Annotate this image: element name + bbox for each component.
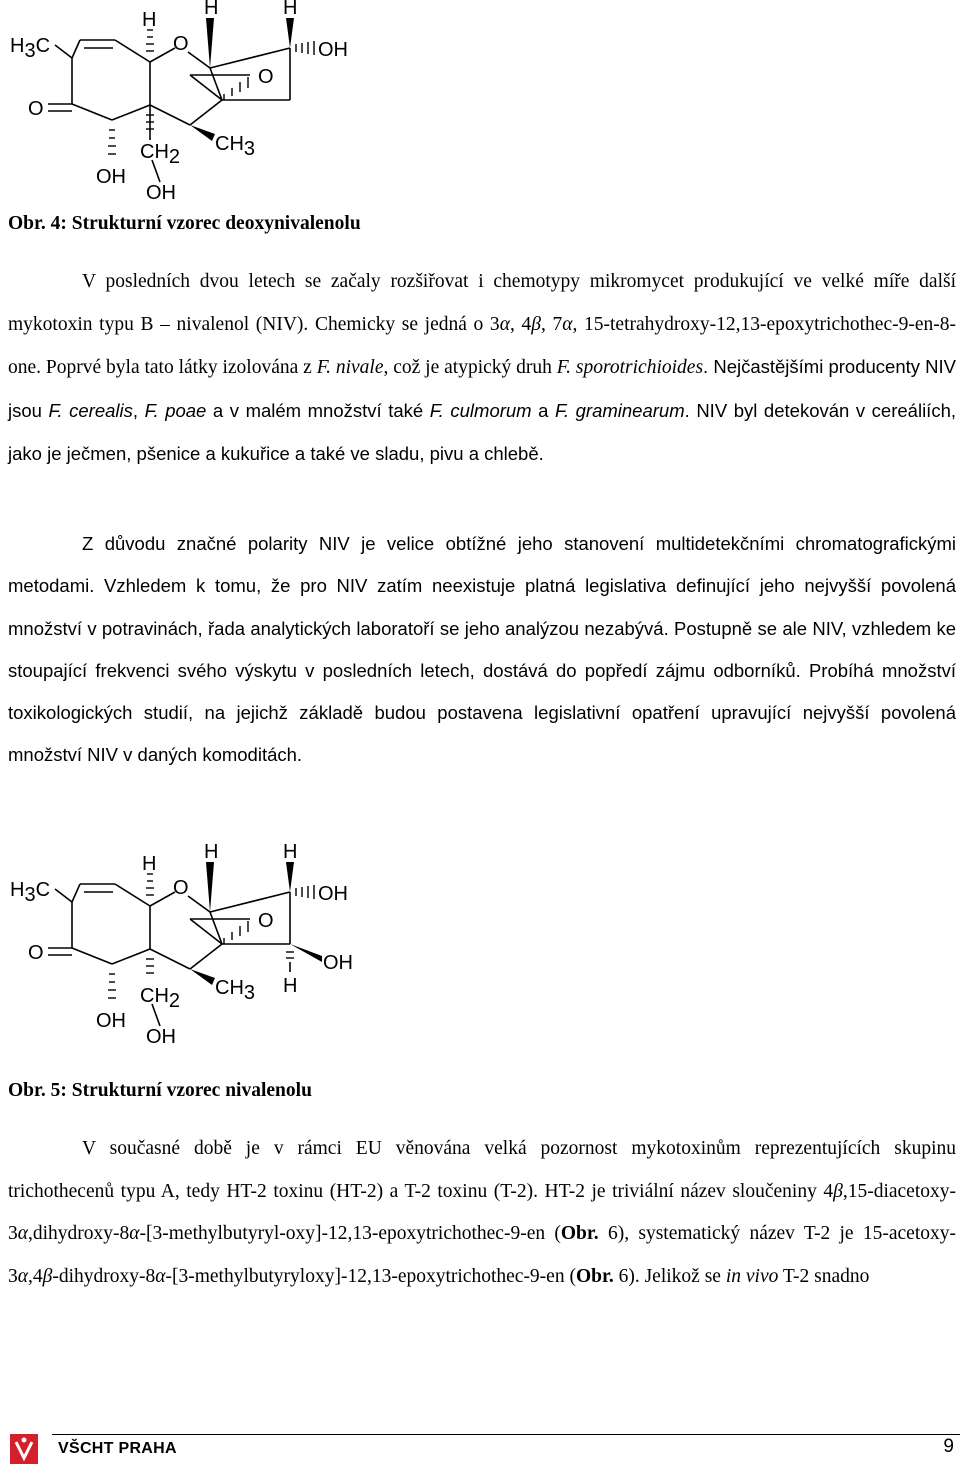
label-h: H	[204, 841, 219, 863]
label-h: H	[283, 0, 298, 19]
label-oh: OH	[146, 1026, 176, 1048]
label-h: H	[142, 9, 157, 31]
label-oh: OH	[96, 1010, 126, 1032]
structure-figure-nivalenol	[0, 832, 420, 1057]
label-h: H	[204, 0, 219, 19]
label-ch3: CH3	[215, 133, 256, 160]
label-epoxide-oxygen: O	[258, 910, 274, 932]
label-ring-oxygen: O	[173, 877, 189, 899]
vscht-logo-icon	[10, 1434, 38, 1464]
label-h: H	[283, 841, 298, 863]
label-ring-oxygen: O	[173, 33, 189, 55]
label-h3c: H3C	[10, 879, 51, 906]
paragraph: Z důvodu značné polarity NIV je velice obtížné jeho stanovení multidetekčními chromatografickými metodami. Vzhledem k tomu, že pro NIV zatím neexistuje platná legislativa definující jeho nejvyšší povolená množství v potravinách, řada analytických laboratoří se jeho analýzou nezabývá. Postupně se ale NIV, vzhledem ke stoupající frekvenci svého výskytu v posledních letech, dostává do popředí zájmu odborníků. Probíhá množství toxikologických studií, na jejichž základě budou postavena legislativní opatření upravující nejvyšší povolená množství NIV v daných komoditách.	[8, 533, 956, 766]
footer-organization: VŠCHT PRAHA	[58, 1440, 177, 1457]
figure-caption: Obr. 5: Strukturní vzorec nivalenolu	[8, 1080, 312, 1101]
label-epoxide-oxygen: O	[258, 66, 274, 88]
label-ch2: CH2	[140, 985, 181, 1012]
footer-divider	[52, 1434, 960, 1435]
label-oh: OH	[323, 952, 353, 974]
structure-figure-deoxynivalenol	[0, 0, 420, 205]
label-keto-oxygen: O	[28, 98, 44, 120]
structure-drawing	[0, 832, 420, 1057]
structure-drawing	[0, 0, 420, 205]
page-number: 9	[943, 1436, 954, 1457]
paragraph: V posledních dvou letech se začaly rozšiřovat i chemotypy mikromycet produkující ve velké míře další mykotoxin typu B – nivalenol (NIV). Chemicky se jedná o 3α, 4β, 7α, 15-tetrahydroxy-12,13-epoxytrichothec-9-en-8-one. Poprvé byla tato látky izolována z F. nivale, což je atypický druh F. sporotrichioides. Nejčastějšími producenty NIV jsou F. cerealis, F. poae a v malém množství také F. culmorum a F. graminearum. NIV byl detekován v cereáliích, jako je ječmen, pšenice a kukuřice a také ve sladu, pivu a chlebě.	[8, 271, 956, 464]
label-h: H	[283, 975, 298, 997]
label-ch3: CH3	[215, 977, 256, 1004]
label-keto-oxygen: O	[28, 942, 44, 964]
label-oh: OH	[318, 883, 348, 905]
label-ch2: CH2	[140, 141, 181, 168]
figure-caption: Obr. 4: Strukturní vzorec deoxynivalenolu	[8, 213, 361, 234]
page-footer	[0, 1430, 960, 1468]
label-oh: OH	[96, 166, 126, 188]
label-h: H	[142, 853, 157, 875]
label-oh: OH	[146, 182, 176, 204]
label-h3c: H3C	[10, 35, 51, 62]
paragraph: V současné době je v rámci EU věnována velká pozornost mykotoxinům reprezentujících skupinu trichothecenů typu A, tedy HT-2 toxinu (HT-2) a T-2 toxinu (T-2). HT-2 je triviální název sloučeniny 4β,15-diacetoxy-3α,dihydroxy-8α-[3-methylbutyryl-oxy]-12,13-epoxytrichothec-9-en (Obr. 6), systematický název T-2 je 15-acetoxy-3α,4β-dihydroxy-8α-[3-methylbutyryloxy]-12,13-epoxytrichothec-9-en (Obr. 6). Jelikož se in vivo T-2 snadno	[8, 1138, 956, 1287]
label-oh: OH	[318, 39, 348, 61]
